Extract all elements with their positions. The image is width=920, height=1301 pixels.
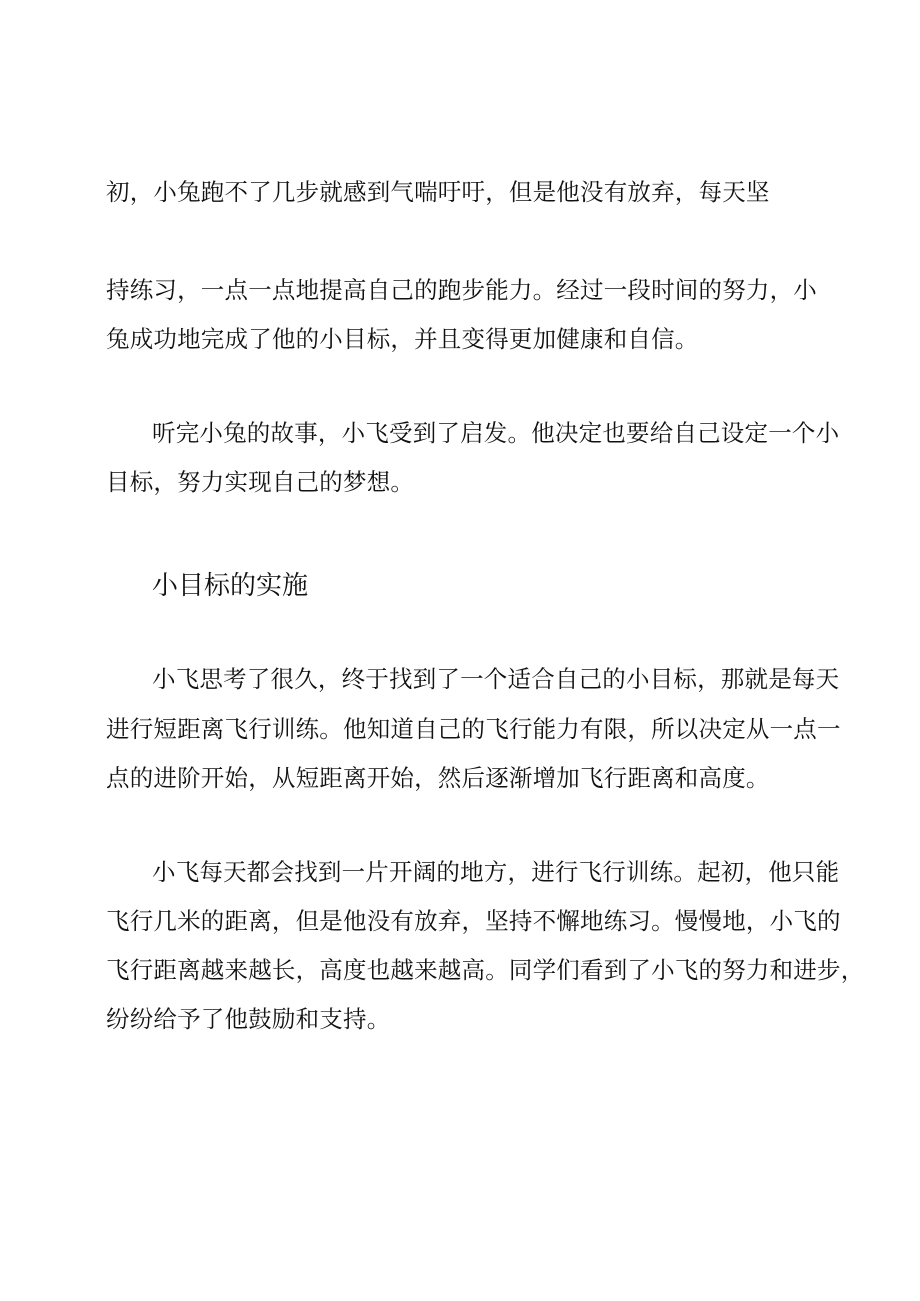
paragraph-4-line-2: 进行短距离飞行训练。他知道自己的飞行能力有限，所以决定从一点一 [106, 715, 841, 743]
section-heading: 小目标的实施 [152, 571, 309, 601]
paragraph-5-line-2: 飞行几米的距离，但是他没有放弃，坚持不懈地练习。慢慢地，小飞的 [106, 907, 841, 935]
paragraph-2-line-1: 持练习，一点一点地提高自己的跑步能力。经过一段时间的努力，小 [106, 276, 817, 304]
paragraph-1-line-1: 初，小兔跑不了几步就感到气喘吁吁，但是他没有放弃，每天坚 [106, 178, 770, 206]
paragraph-4-line-3: 点的进阶开始，从短距离开始，然后逐渐增加飞行距离和高度。 [106, 764, 770, 792]
paragraph-5-line-1: 小飞每天都会找到一片开阔的地方，进行飞行训练。起初，他只能 [152, 858, 840, 886]
paragraph-2-line-2: 兔成功地完成了他的小目标，并且变得更加健康和自信。 [106, 325, 699, 353]
paragraph-3-line-1: 听完小兔的故事，小飞受到了启发。他决定也要给自己设定一个小 [152, 419, 840, 447]
paragraph-5-line-3: 飞行距离越来越长，高度也越来越高。同学们看到了小飞的努力和进步， [106, 956, 865, 984]
paragraph-4-line-1: 小飞思考了很久，终于找到了一个适合自己的小目标，那就是每天 [152, 665, 840, 693]
paragraph-5-line-4: 纷纷给予了他鼓励和支持。 [106, 1005, 391, 1033]
paragraph-3-line-2: 目标，努力实现自己的梦想。 [106, 468, 415, 496]
